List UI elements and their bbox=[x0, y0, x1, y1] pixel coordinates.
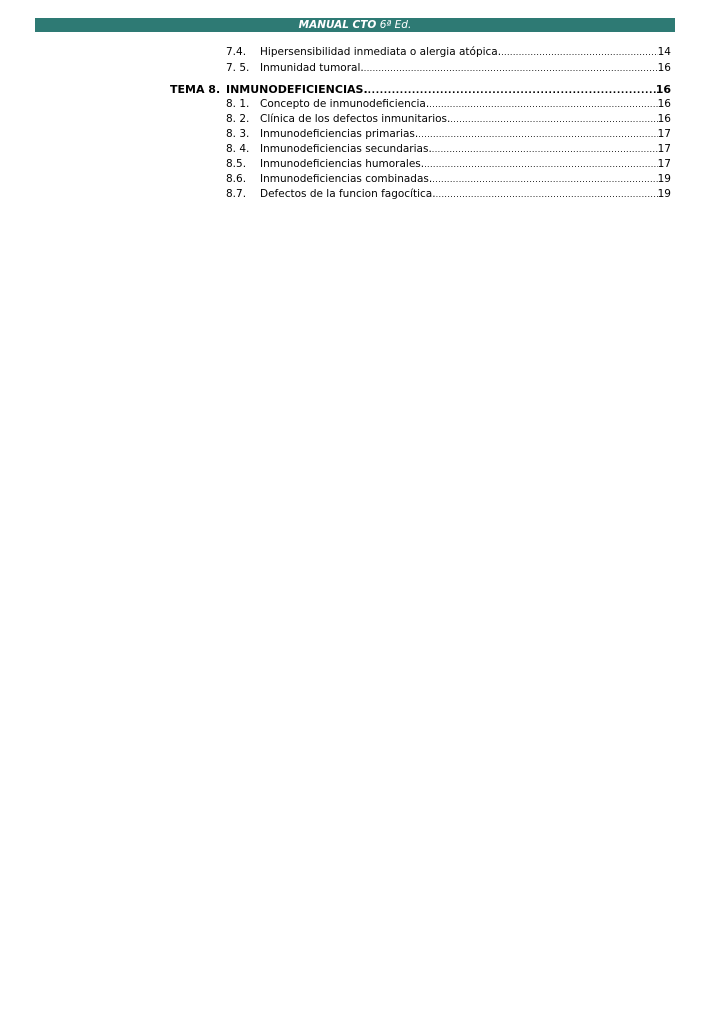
toc-entry[interactable] bbox=[0, 98, 728, 111]
toc-entry-page: 17 bbox=[657, 143, 671, 155]
header-bar bbox=[35, 18, 675, 32]
toc-entry[interactable] bbox=[0, 188, 728, 201]
toc-entry-title: Hipersensibilidad inmediata o alergia atópica. bbox=[260, 46, 502, 58]
dot-leader bbox=[432, 143, 658, 156]
dot-leader bbox=[364, 62, 658, 75]
toc-entry-page: 14 bbox=[657, 46, 671, 58]
toc-entry-number: 7. 5. bbox=[226, 62, 250, 74]
toc-entry-number: 7.4. bbox=[226, 46, 247, 58]
toc-entry-page: 17 bbox=[657, 158, 671, 170]
dot-leader bbox=[424, 158, 658, 171]
dot-leader bbox=[432, 173, 657, 186]
toc-entry[interactable] bbox=[0, 173, 728, 186]
toc-entry-title: Concepto de inmunodeficiencia. bbox=[260, 98, 430, 110]
toc-entry-page: 19 bbox=[657, 173, 671, 185]
toc-entry-title: Inmunodeficiencias humorales. bbox=[260, 158, 425, 170]
toc-entry-page: 19 bbox=[657, 188, 671, 200]
toc-entry-page: 17 bbox=[657, 128, 671, 140]
dot-leader bbox=[429, 98, 657, 111]
toc-entry[interactable] bbox=[0, 128, 728, 141]
toc-entry[interactable] bbox=[0, 46, 728, 59]
toc-entry-number: 8. 1. bbox=[226, 98, 250, 110]
header-edition: 6ª Ed. bbox=[379, 19, 412, 31]
toc-entry-title: Clínica de los defectos inmunitarios. bbox=[260, 113, 451, 125]
chapter-title: INMUNODEFICIENCIAS. bbox=[226, 83, 368, 96]
toc-entry[interactable] bbox=[0, 62, 728, 75]
dot-leader bbox=[501, 46, 658, 59]
toc-entry-title: Inmunodeficiencias primarias. bbox=[260, 128, 419, 140]
toc-entry-title: Inmunidad tumoral. bbox=[260, 62, 364, 74]
toc-entry-number: 8.5. bbox=[226, 158, 247, 170]
toc-entry-page: 16 bbox=[657, 113, 671, 125]
toc-entry-title: Defectos de la funcion fagocítica. bbox=[260, 188, 436, 200]
toc-entry-number: 8. 3. bbox=[226, 128, 250, 140]
toc-entry-title: Inmunodeficiencias combinadas. bbox=[260, 173, 433, 185]
toc-entry[interactable] bbox=[0, 113, 728, 126]
chapter-label: TEMA 8. bbox=[170, 83, 221, 96]
toc-entry-number: 8.6. bbox=[226, 173, 247, 185]
chapter-page: 16 bbox=[655, 83, 671, 96]
toc-entry-page: 16 bbox=[657, 98, 671, 110]
dot-leader bbox=[450, 113, 657, 126]
toc-chapter-heading[interactable] bbox=[0, 83, 728, 96]
header-brand: MANUAL CTO bbox=[298, 19, 377, 31]
dot-leader bbox=[418, 128, 657, 141]
dot-leader bbox=[368, 85, 656, 96]
header-title bbox=[35, 18, 675, 32]
toc-entry-page: 16 bbox=[657, 62, 671, 74]
toc-entry-number: 8.7. bbox=[226, 188, 247, 200]
toc-entry-title: Inmunodeficiencias secundarias. bbox=[260, 143, 432, 155]
dot-leader bbox=[436, 188, 658, 201]
toc-entry[interactable] bbox=[0, 143, 728, 156]
toc-entry[interactable] bbox=[0, 158, 728, 171]
toc-entry-number: 8. 4. bbox=[226, 143, 250, 155]
toc-entry-number: 8. 2. bbox=[226, 113, 250, 125]
